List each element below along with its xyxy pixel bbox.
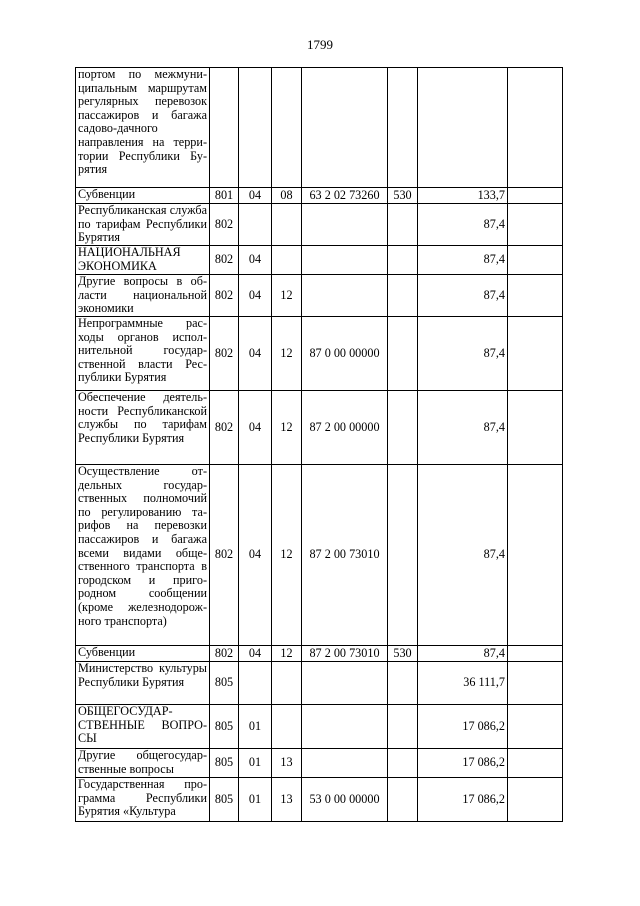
row-vr [388,749,418,778]
row-csr [302,204,388,246]
table-row [76,188,563,204]
row-csr: 53 0 00 00000 [302,778,388,822]
row-rz [239,662,272,705]
row-name: Другие общегосударственные вопросы [76,749,210,778]
row-extra [508,68,563,188]
row-rz: 04 [239,275,272,317]
row-vr: 530 [388,188,418,204]
row-rz [239,204,272,246]
table-row [76,246,563,275]
row-name: Республиканская служба по тарифам Республики Бурятия [76,204,210,246]
row-ved: 801 [210,188,239,204]
row-csr: 87 2 00 73010 [302,465,388,646]
row-ved: 802 [210,465,239,646]
row-name: Субвенции [76,646,210,662]
row-sum: 17 086,2 [418,749,508,778]
row-sum: 133,7 [418,188,508,204]
row-name: Обеспечение деятельности Республиканской службы по тарифам Республики Бурятия [76,391,210,465]
row-sum: 87,4 [418,465,508,646]
row-pr: 12 [272,465,302,646]
row-pr: 12 [272,317,302,391]
row-vr [388,68,418,188]
row-vr [388,246,418,275]
row-extra [508,662,563,705]
row-rz: 01 [239,705,272,749]
row-pr [272,68,302,188]
row-vr [388,275,418,317]
row-pr: 12 [272,646,302,662]
row-name: Осуществление отдельных государственных полномочий по регулированию тарифов на перевозки пассажиров и багажа всеми видами общественного транспорта в городском и пригородном сообщении (кроме железнодорожного транспорта) [76,465,210,646]
row-rz [239,68,272,188]
table-row [76,646,563,662]
row-sum: 87,4 [418,246,508,275]
row-pr: 12 [272,391,302,465]
row-vr [388,317,418,391]
row-vr [388,391,418,465]
row-sum: 87,4 [418,391,508,465]
table-row [76,778,563,822]
row-pr [272,246,302,275]
row-vr [388,778,418,822]
table-row [76,317,563,391]
row-sum: 87,4 [418,275,508,317]
row-name: Другие вопросы в области национальной экономики [76,275,210,317]
row-vr [388,204,418,246]
row-pr [272,705,302,749]
row-vr [388,465,418,646]
row-ved: 802 [210,204,239,246]
row-sum: 36 111,7 [418,662,508,705]
row-csr: 87 2 00 73010 [302,646,388,662]
row-csr [302,705,388,749]
row-pr [272,204,302,246]
table-row [76,204,563,246]
row-ved: 802 [210,646,239,662]
table-row [76,749,563,778]
row-extra [508,705,563,749]
row-sum: 87,4 [418,204,508,246]
row-csr: 87 2 00 00000 [302,391,388,465]
row-pr: 13 [272,749,302,778]
table-row [76,705,563,749]
row-name: Министерство культуры Республики Бурятия [76,662,210,705]
row-rz: 04 [239,246,272,275]
row-ved: 802 [210,317,239,391]
row-name: портом по межмуниципальным маршрутам регулярных перевозок пассажиров и багажа садово-дачного направления на территории Республики Бурятия [76,68,210,188]
row-ved: 802 [210,275,239,317]
row-extra [508,204,563,246]
table-row [76,662,563,705]
row-rz: 01 [239,778,272,822]
row-rz: 04 [239,188,272,204]
row-rz: 04 [239,646,272,662]
row-sum: 87,4 [418,317,508,391]
row-sum: 87,4 [418,646,508,662]
row-extra [508,749,563,778]
row-name: Непрограммные расходы органов исполнительной государственной власти Республики Бурятия [76,317,210,391]
row-rz: 04 [239,317,272,391]
row-ved: 805 [210,705,239,749]
row-extra [508,391,563,465]
row-name: Государственная программа Республики Бурятия «Культура [76,778,210,822]
row-extra [508,275,563,317]
row-csr [302,68,388,188]
table-row [76,391,563,465]
row-sum: 17 086,2 [418,705,508,749]
table-row [76,68,563,188]
row-vr [388,662,418,705]
row-name: ОБЩЕГОСУДАРСТВЕННЫЕ ВОПРОСЫ [76,705,210,749]
row-csr [302,662,388,705]
row-csr [302,275,388,317]
row-ved [210,68,239,188]
row-rz: 01 [239,749,272,778]
row-ved: 805 [210,749,239,778]
row-ved: 805 [210,778,239,822]
row-pr: 13 [272,778,302,822]
row-ved: 802 [210,391,239,465]
row-pr: 08 [272,188,302,204]
row-sum: 17 086,2 [418,778,508,822]
row-extra [508,246,563,275]
row-csr: 87 0 00 00000 [302,317,388,391]
row-pr [272,662,302,705]
row-csr [302,749,388,778]
row-ved: 802 [210,246,239,275]
row-pr: 12 [272,275,302,317]
row-extra [508,646,563,662]
row-vr: 530 [388,646,418,662]
row-vr [388,705,418,749]
row-rz: 04 [239,465,272,646]
row-sum [418,68,508,188]
table-row [76,465,563,646]
row-csr: 63 2 02 73260 [302,188,388,204]
row-extra [508,778,563,822]
row-ved: 805 [210,662,239,705]
row-name: Субвенции [76,188,210,204]
row-extra [508,317,563,391]
row-extra [508,188,563,204]
budget-table [75,67,563,822]
row-extra [508,465,563,646]
row-csr [302,246,388,275]
table-row [76,275,563,317]
row-name: НАЦИОНАЛЬНАЯ ЭКОНОМИКА [76,246,210,275]
page-number: 1799 [307,37,333,52]
row-rz: 04 [239,391,272,465]
